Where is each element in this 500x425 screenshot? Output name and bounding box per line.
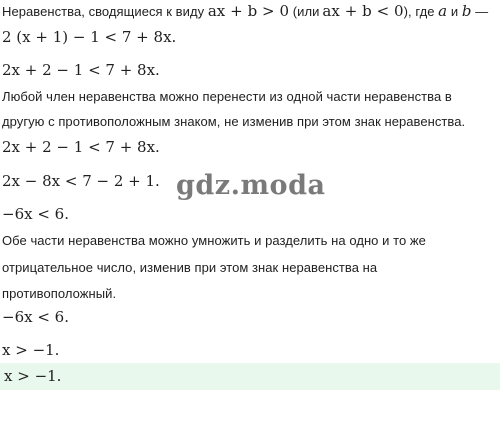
formula-simplified-text: −6x < 6. xyxy=(2,205,69,223)
formula-simplified xyxy=(0,205,500,223)
intro-and: и xyxy=(450,4,459,19)
multiply-rule-line-1 xyxy=(0,232,500,250)
general-form: ax + b > 0 xyxy=(207,2,290,20)
formula-original-text: 2 (x + 1) − 1 < 7 + 8x. xyxy=(2,28,177,46)
transfer-rule-text-1: Любой член неравенства можно перенести из одной части неравенства в xyxy=(2,89,452,104)
intro-or: (или xyxy=(292,4,320,19)
intro-prefix: Неравенства, сводящиеся к виду xyxy=(2,4,205,19)
formula-result xyxy=(0,341,500,359)
multiply-rule-line-2 xyxy=(0,259,500,277)
multiply-rule-text-3: противоположный. xyxy=(2,286,117,301)
watermark: gdz.moda xyxy=(176,170,326,201)
var-b: b xyxy=(461,2,472,20)
formula-moved-text: 2x − 8x < 7 − 2 + 1. xyxy=(2,172,160,190)
formula-simplified-repeat xyxy=(0,308,500,326)
formula-expanded-text: 2x + 2 − 1 < 7 + 8x. xyxy=(2,61,160,79)
formula-expanded xyxy=(0,61,500,79)
multiply-rule-text-2: отрицательное число, изменив при этом знак неравенства на xyxy=(2,260,378,275)
formula-expanded-repeat xyxy=(0,138,500,156)
formula-expanded-repeat-text: 2x + 2 − 1 < 7 + 8x. xyxy=(2,138,160,156)
transfer-rule-text-2: другую с противоположным знаком, не изменив при этом знак неравенства. xyxy=(2,114,466,129)
intro-where: ), где xyxy=(403,4,435,19)
transfer-rule-line-1 xyxy=(0,88,500,106)
answer-text: x > −1. xyxy=(4,367,62,385)
intro-paragraph xyxy=(0,2,500,21)
var-a: a xyxy=(438,2,448,20)
intro-dash: — xyxy=(475,4,489,19)
multiply-rule-line-3 xyxy=(0,285,500,303)
general-form-alt: ax + b < 0 xyxy=(322,2,404,20)
formula-original xyxy=(0,28,500,46)
answer-box xyxy=(0,363,500,390)
formula-result-text: x > −1. xyxy=(2,341,60,359)
transfer-rule-line-2 xyxy=(0,113,500,131)
formula-simplified-repeat-text: −6x < 6. xyxy=(2,308,69,326)
multiply-rule-text-1: Обе части неравенства можно умножить и разделить на одно и то же xyxy=(2,233,426,248)
